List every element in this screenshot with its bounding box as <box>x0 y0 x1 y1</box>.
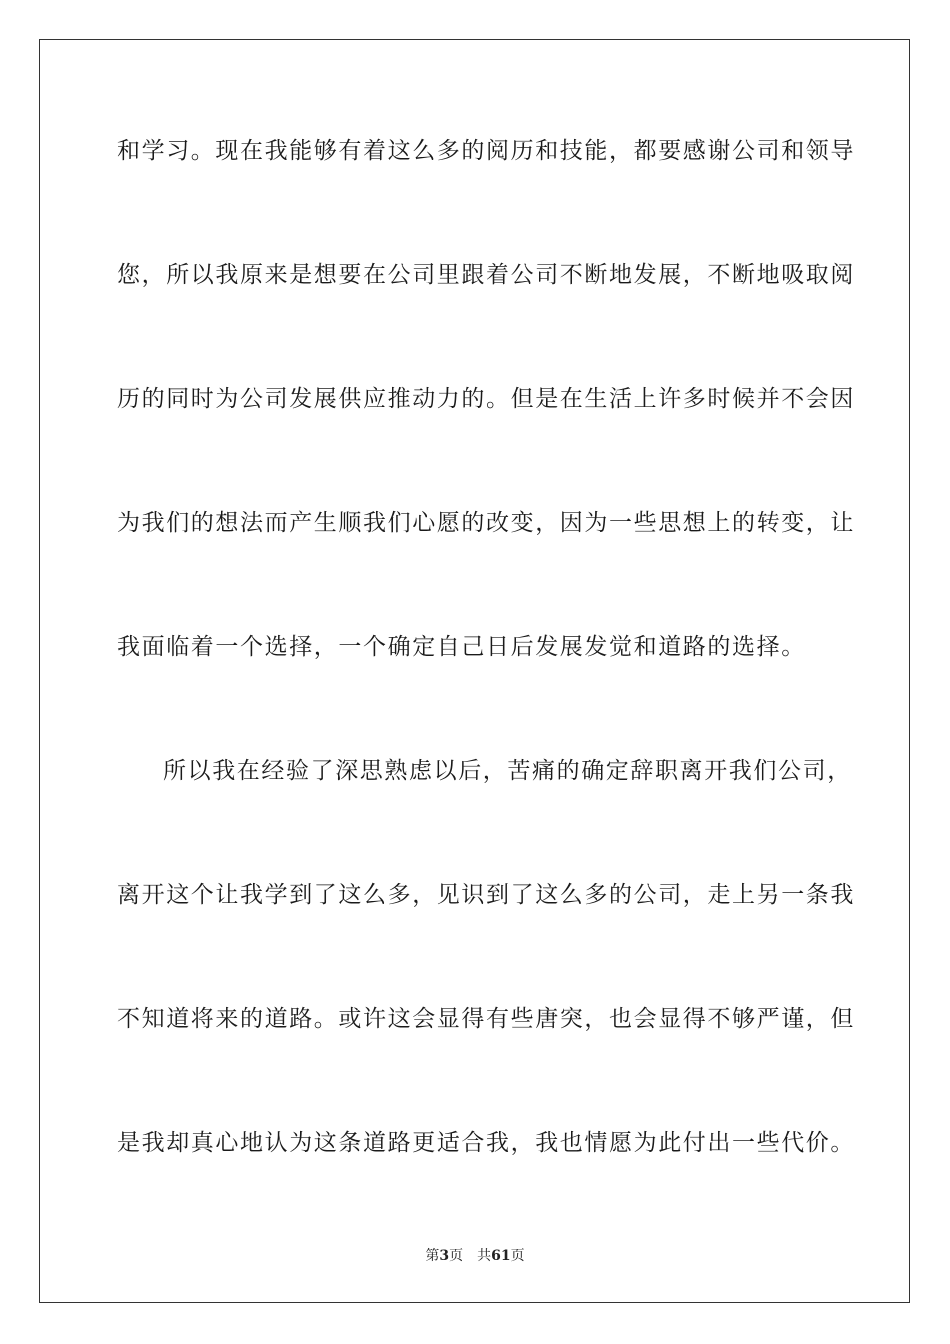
total-prefix: 共 <box>477 1248 492 1264</box>
page-prefix: 第 <box>425 1248 440 1264</box>
body-line-8: 不知道将来的道路。或许这会显得有些唐突，也会显得不够严谨，但 <box>117 1006 855 1032</box>
page-suffix: 页 <box>449 1248 464 1264</box>
body-line-3: 历的同时为公司发展供应推动力的。但是在生活上许多时候并不会因 <box>117 386 855 412</box>
page-footer <box>0 1246 950 1266</box>
body-line-6-paragraph-start: 所以我在经验了深思熟虑以后，苦痛的确定辞职离开我们公司， <box>163 758 852 784</box>
total-pages-number: 61 <box>491 1248 511 1264</box>
body-line-4: 为我们的想法而产生顺我们心愿的改变，因为一些思想上的转变，让 <box>117 510 855 536</box>
current-page-number: 3 <box>439 1248 450 1264</box>
body-line-2: 您，所以我原来是想要在公司里跟着公司不断地发展，不断地吸取阅 <box>117 262 855 288</box>
body-line-5: 我面临着一个选择，一个确定自己日后发展发觉和道路的选择。 <box>117 634 806 660</box>
total-suffix: 页 <box>510 1248 525 1264</box>
page-border <box>39 39 910 1303</box>
body-line-9: 是我却真心地认为这条道路更适合我，我也情愿为此付出一些代价。 <box>117 1130 855 1156</box>
body-line-1: 和学习。现在我能够有着这么多的阅历和技能，都要感谢公司和领导 <box>117 138 855 164</box>
body-line-7: 离开这个让我学到了这么多，见识到了这么多的公司，走上另一条我 <box>117 882 855 908</box>
